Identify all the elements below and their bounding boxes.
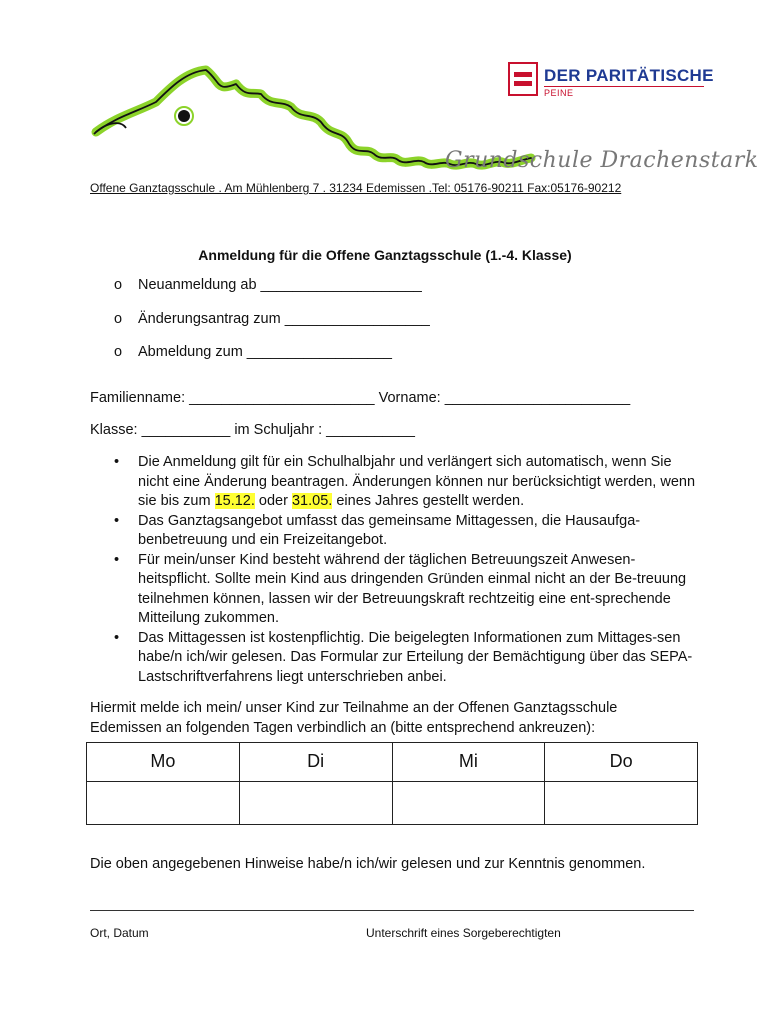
logo-subtext: PEINE — [544, 88, 574, 98]
day-header: Do — [545, 743, 698, 782]
note-item: • Die Anmeldung gilt für ein Schulhalbjahr und verlängert sich automatisch, wenn Sie nicht eine Änderung beantragen. Änderungen können nur berücksichtigt werden, wenn sie bis zum 15.12. oder 31.05. eines Jahres gestellt werden. — [114, 453, 704, 512]
notes-list — [114, 453, 704, 687]
option-label: Änderungsantrag zum __________________ — [138, 311, 430, 327]
registration-text: Hiermit melde ich mein/ unser Kind zur Teilnahme an der Offenen Ganztagsschule Edemissen an folgenden Tagen verbindlich an (bitte entsprechend ankreuzen): — [90, 700, 618, 736]
option-new-registration[interactable] — [114, 277, 422, 293]
option-change-request[interactable] — [114, 311, 430, 327]
form-title: Anmeldung für die Offene Ganztagsschule (1.-4. Klasse) — [198, 247, 572, 263]
days-table — [86, 742, 698, 825]
day-header: Di — [239, 743, 392, 782]
option-label: Neuanmeldung ab ____________________ — [138, 277, 422, 293]
school-name: Grundschule Drachenstark — [445, 148, 759, 173]
note-item: • Das Mittagessen ist kostenpflichtig. Die beigelegten Informationen zum Mittages-sen habe/n ich/wir gelesen. Das Formular zur Erteilung der Bemächtigung über das SEPA-Lastschriftverfahrens liegt unterschrieben anbei. — [114, 629, 704, 688]
option-checkbox[interactable]: o — [114, 277, 123, 293]
logo-text: DER PARITÄTISCHE — [544, 66, 714, 85]
option-checkbox[interactable]: o — [114, 344, 123, 360]
note-item: • Das Ganztagsangebot umfasst das gemeinsame Mittagessen, die Hausaufga-benbetreuung und ein Freizeitangebot. — [114, 512, 704, 551]
option-deregistration[interactable] — [114, 344, 392, 360]
highlight-date: 31.05. — [291, 493, 333, 509]
option-label: Abmeldung zum __________________ — [138, 344, 392, 360]
day-header: Mo — [87, 743, 240, 782]
option-checkbox[interactable]: o — [114, 311, 123, 327]
confirmation-text: Die oben angegebenen Hinweise habe/n ich/wir gelesen und zur Kenntnis genommen. — [90, 856, 646, 872]
paritaetische-logo — [508, 62, 714, 106]
dragon-eye-icon — [178, 110, 190, 122]
note-item: • Für mein/unser Kind besteht während der täglichen Betreuungszeit Anwesen-heitspflicht. Sollte mein Kind aus dringenden Gründen einmal nicht an der Be-treuung teilnehmen können, lassen wir der Betreuungskraft rechtzeitig eine ent-sprechende Mitteilung zukommen. — [114, 551, 704, 629]
day-header: Mi — [392, 743, 545, 782]
school-address: Offene Ganztagsschule . Am Mühlenberg 7 . 31234 Edemissen .Tel: 05176-90211 Fax:05176-90212 — [90, 181, 622, 195]
day-checkbox-cell[interactable] — [392, 782, 545, 825]
day-checkbox-cell[interactable] — [239, 782, 392, 825]
logo-mark-icon — [508, 62, 538, 96]
day-checkbox-cell[interactable] — [87, 782, 240, 825]
family-name-field[interactable]: Familienname: _______________________ Vorname: _______________________ — [90, 390, 631, 406]
signature-line[interactable] — [90, 910, 694, 911]
place-date-label: Ort, Datum — [90, 926, 149, 940]
highlight-date: 15.12. — [214, 493, 255, 509]
signature-label: Unterschrift eines Sorgeberechtigten — [366, 926, 561, 940]
day-checkbox-cell[interactable] — [545, 782, 698, 825]
class-field[interactable]: Klasse: ___________ im Schuljahr : ___________ — [90, 422, 415, 438]
